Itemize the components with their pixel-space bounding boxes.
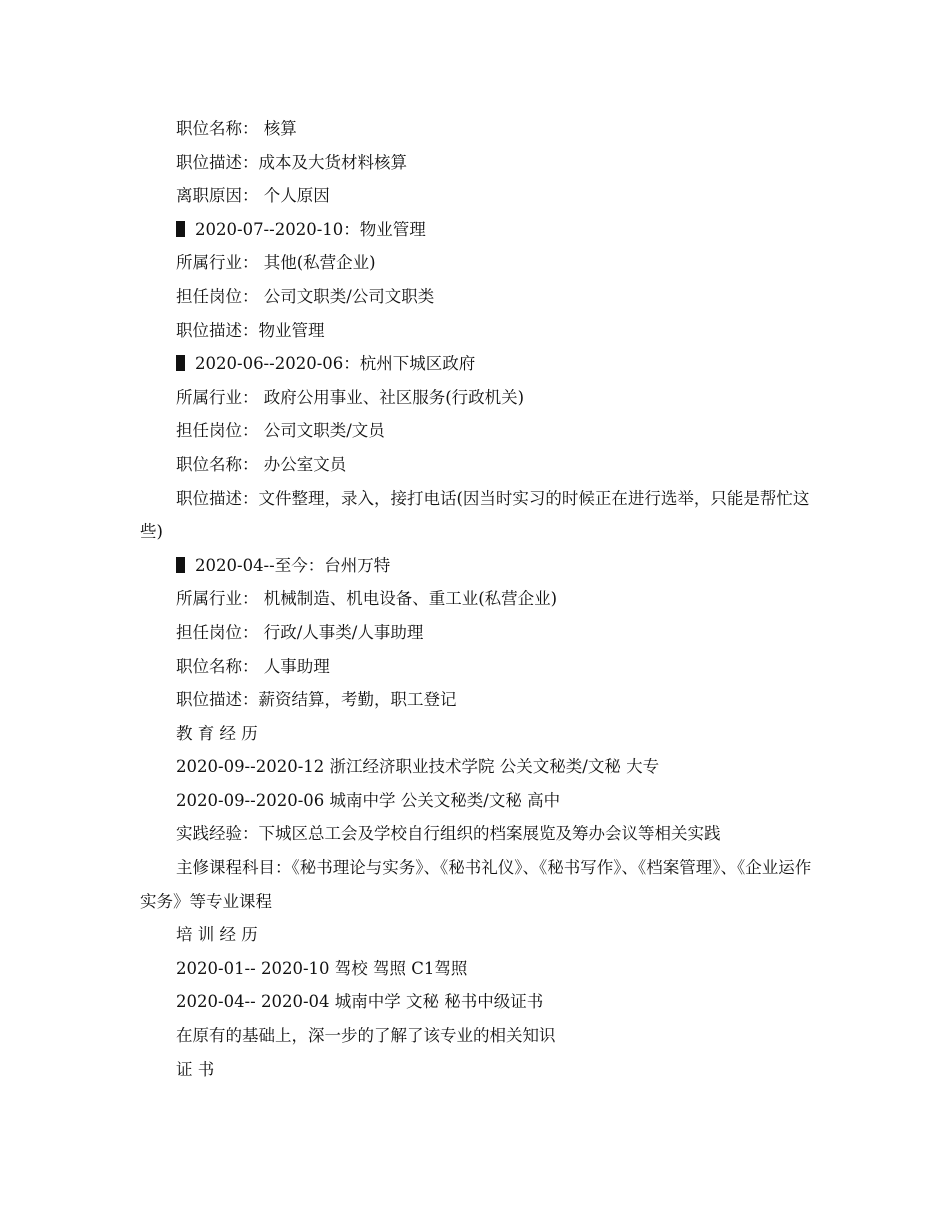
section-heading-education: 教 育 经 历 (176, 723, 258, 743)
job-title-line: 职位名称： 人事助理 (176, 656, 330, 676)
courses-paragraph: 主修课程科目：《秘书理论与实务》、《秘书礼仪》、《秘书写作》、《档案管理》、《企业运作实务》等专业课程 (140, 858, 812, 911)
job-description-line: 职位描述：物业管理 (176, 320, 325, 340)
industry-line: 所属行业： 其他(私营企业) (176, 253, 376, 273)
position-line: 担任岗位： 公司文职类/公司文职类 (176, 286, 435, 306)
work-entry-header (140, 347, 820, 381)
training-entry: 2020-01-- 2020-10 驾校 驾照 C1驾照 (176, 958, 468, 978)
document-page (140, 112, 820, 1086)
section-heading-certificates: 证 书 (176, 1059, 215, 1079)
work-entry-title: 2020-04--至今：台州万特 (195, 555, 391, 575)
work-entry-header (140, 213, 820, 247)
training-note-line: 在原有的基础上，深一步的了解了该专业的相关知识 (176, 1026, 556, 1046)
practice-experience-line: 实践经验：下城区总工会及学校自行组织的档案展览及筹办会议等相关实践 (176, 824, 721, 844)
work-entry-title: 2020-06--2020-06：杭州下城区政府 (195, 354, 476, 374)
leave-reason-line: 离职原因： 个人原因 (176, 186, 330, 206)
work-entry-header (140, 549, 820, 583)
industry-line: 所属行业： 政府公用事业、社区服务(行政机关) (176, 387, 525, 407)
industry-line: 所属行业： 机械制造、机电设备、重工业(私营企业) (176, 589, 558, 609)
bullet-square-icon (176, 557, 185, 573)
job-title-line: 职位名称： 办公室文员 (176, 454, 347, 474)
job-title-line: 职位名称： 核算 (176, 119, 297, 138)
job-description-paragraph: 职位描述：文件整理，录入，接打电话(因当时实习的时候正在进行选举，只能是帮忙这些) (140, 488, 810, 542)
training-entry: 2020-04-- 2020-04 城南中学 文秘 秘书中级证书 (176, 992, 544, 1012)
bullet-square-icon (176, 355, 185, 371)
education-entry: 2020-09--2020-12 浙江经济职业技术学院 公关文秘类/文秘 大专 (176, 757, 660, 777)
education-entry: 2020-09--2020-06 城南中学 公关文秘类/文秘 高中 (176, 790, 561, 810)
position-line: 担任岗位： 公司文职类/文员 (176, 421, 385, 441)
section-heading-training: 培 训 经 历 (176, 925, 258, 945)
bullet-square-icon (176, 221, 185, 237)
job-description-line: 职位描述：薪资结算，考勤，职工登记 (176, 690, 457, 710)
work-entry-title: 2020-07--2020-10：物业管理 (195, 219, 426, 239)
job-description-line: 职位描述：成本及大货材料核算 (176, 152, 407, 172)
position-line: 担任岗位： 行政/人事类/人事助理 (176, 622, 424, 642)
